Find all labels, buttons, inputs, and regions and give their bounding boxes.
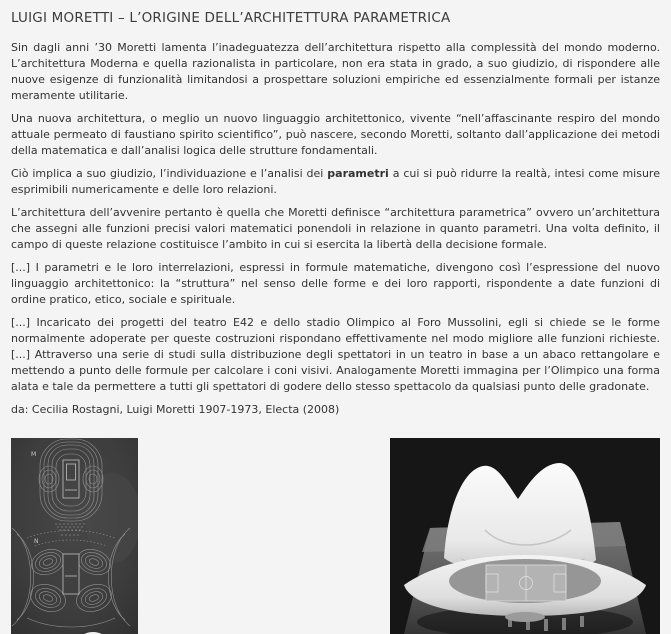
stadium-model-image (390, 438, 660, 634)
page-title: LUIGI MORETTI – L’ORIGINE DELL’ARCHITETTURA PARAMETRICA (11, 10, 451, 26)
paragraph-2: Una nuova architettura, o meglio un nuovo linguaggio architettonico, vivente “nell’affascinante respiro del mondo attuale permeato di faustiano spirito scientifico”, può nascere, secondo Moretti, soltanto dall’applicazione dei metodi della matematica e dall’analisi logica delle strutture fondamentali. (11, 112, 660, 157)
paragraph-3-bold-term: parametri (327, 167, 389, 180)
paragraph-3 (11, 166, 660, 198)
contour-label-m: M (31, 451, 37, 458)
paragraph-5: [...] I parametri e le loro interrelazioni, espressi in formule matematiche, divengono così l’espressione del nuovo linguaggio architettonico: la “struttura” nel senso delle forme e dei loro rapporti, rispondente a date funzioni di ordine pratico, etico, sociale e spirituale. (11, 261, 660, 306)
stadium-model-figure (390, 438, 660, 634)
contour-label-n: N (34, 538, 39, 545)
contour-diagram-image (11, 438, 138, 634)
paragraph-3-text-after: a cui si può ridurre la realtà, intesi come misure esprimibili numericamente e delle loro relazioni. (11, 167, 660, 196)
contour-study-figure (11, 438, 138, 634)
paragraph-4: L’architettura dell’avvenire pertanto è quella che Moretti definisce “architettura parametrica” ovvero un’architettura che assegni alle funzioni precisi valori matematici ponendoli in relazione in quanto parametri. Una volta definito, il campo di queste relazione costituisce l’ambito in cui si esercita la libertà della decisione formale. (11, 206, 660, 251)
source-citation: da: Cecilia Rostagni, Luigi Moretti 1907-1973, Electa (2008) (11, 403, 340, 416)
paragraph-1: Sin dagli anni ’30 Moretti lamenta l’inadeguatezza dell’architettura rispetto alla complessità del mondo moderno. L’architettura Moderna e quella razionalista in particolare, non era stata in grado, a suo giudizio, di rispondere alle nuove esigenze di funzionalità limitandosi a prospettare soluzioni empiriche ed essenzialmente formali per istanze meramente utilitarie. (11, 41, 660, 102)
paragraph-6: [...] Incaricato dei progetti del teatro E42 e dello stadio Olimpico al Foro Mussolini, egli si chiede se le forme normalmente adoperate per queste costruzioni rispondano effettivamente nel modo migliore alle funzioni richieste. [...] Attraverso una serie di studi sulla distribuzione degli spettatori in un teatro in base a un abaco rettangolare e mettendo a punto delle formule per calcolare i coni visivi. Analogamente Moretti immagina per l’Olimpico una forma alata e tale da permettere a tutti gli spettatori di godere dello stesso spettacolo da qualsiasi punto delle gradonate. (11, 316, 660, 393)
figure-row (11, 438, 660, 634)
paragraph-3-text: Ciò implica a suo giudizio, l’individuazione e l’analisi dei (11, 167, 328, 180)
